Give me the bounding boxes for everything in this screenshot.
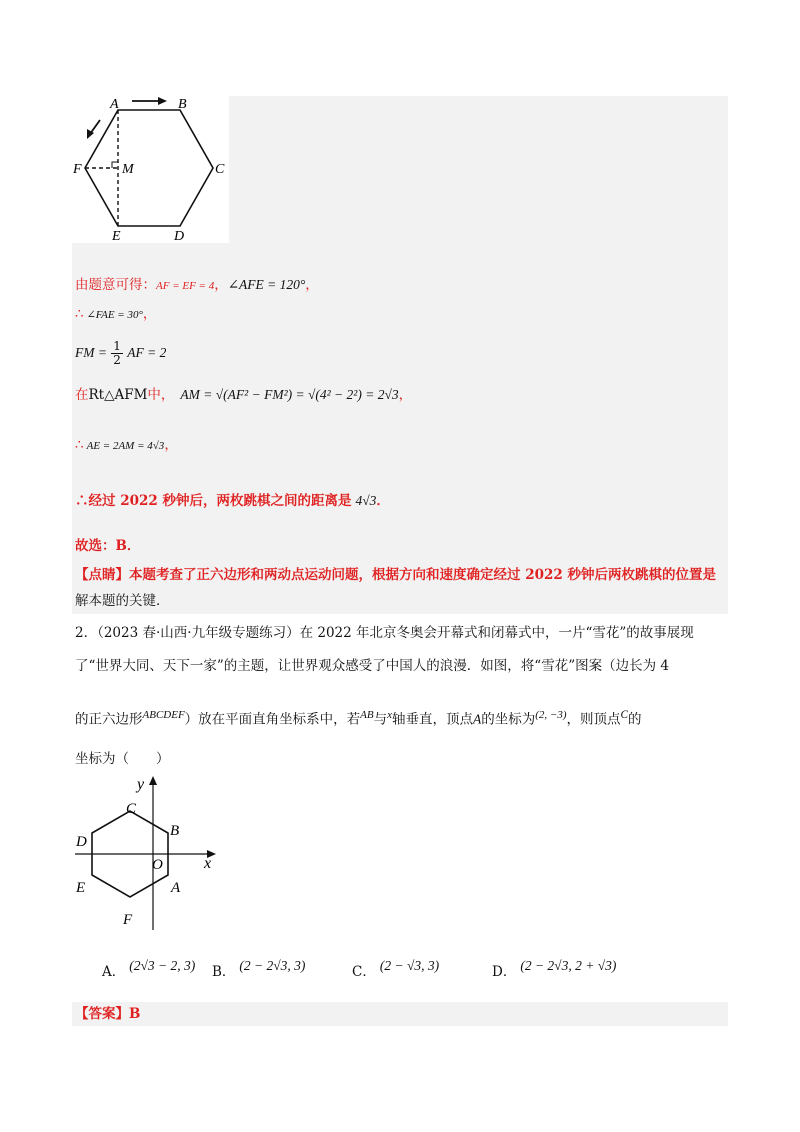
fig2-label-e: E	[76, 880, 86, 896]
fraction-one-half: $\frac{1}{2}$	[113, 339, 121, 367]
solution-line-1: 由题意可得：AF = EF = 4，∠AFE = 120°，	[75, 277, 319, 293]
answer-line: 【答案】B	[75, 1006, 141, 1022]
fig1-label-e: E	[112, 229, 121, 243]
comment-line-2: 解本题的关键．	[75, 593, 170, 609]
answer-panel	[72, 1002, 728, 1026]
hexagon-figure-1	[72, 96, 229, 243]
fig2-label-f: F	[123, 912, 133, 928]
fig1-label-f: F	[73, 162, 82, 177]
fig1-label-d: D	[174, 229, 185, 243]
fig2-label-a: A	[171, 880, 181, 896]
comment-line-1: 【点睛】本题考查了正六边形和两动点运动问题，根据方向和速度确定经过 2022 秒钟后两枚跳棋的位置是	[75, 567, 716, 583]
fig2-label-c: C	[126, 801, 137, 817]
solution-line-4: 在Rt△AFM中， AM = √(AF² − FM²) = √(4² − 2²) = 2√3，	[75, 387, 413, 403]
fig2-label-y: y	[137, 776, 145, 793]
fig1-label-b: B	[178, 97, 187, 112]
question-line-3: 的正六边形$^{ABCDEF}$）放在平面直角坐标系中，若$^{AB}$与$^x$轴垂直，顶点A的坐标为$^{(2, -3)}$，则顶点$^C$的	[75, 709, 642, 728]
fig2-label-x: x	[204, 855, 212, 872]
solution-line-3: FM = $\frac{1}{2}$ AF = 2	[75, 339, 167, 367]
option-a[interactable]: A． (2√3 − 2, 3)	[102, 958, 196, 980]
fig2-label-o: O	[152, 857, 163, 873]
solution-line-7: 故选：B．	[75, 538, 141, 554]
solution-line-2: ∴ ∠FAE = 30°，	[75, 306, 157, 322]
option-b[interactable]: B． (2 − 2√3, 3)	[212, 958, 306, 980]
option-d[interactable]: D． (2 − 2√3, 2 + √3)	[492, 958, 617, 980]
hexagon-figure-2	[70, 772, 220, 932]
solution-line-6: ∴经过 2022 秒钟后，两枚跳棋之间的距离是 4√3．	[75, 493, 390, 509]
fig2-label-b: B	[170, 823, 180, 839]
fig1-label-c: C	[215, 162, 225, 177]
fig2-label-d: D	[76, 834, 87, 850]
question-line-1: 2．（2023 春·山西·九年级专题练习）在 2022 年北京冬奥会开幕式和闭幕式中，一片“雪花”的故事展现	[75, 625, 694, 641]
fig1-label-a: A	[110, 97, 119, 112]
question-line-4: 坐标为（ ）	[75, 751, 170, 767]
fig1-label-m: M	[122, 162, 134, 177]
solution-line-5: ∴ AE = 2AM = 4√3，	[75, 437, 178, 453]
question-line-2: 了“世界大同、天下一家”的主题，让世界观众感受了中国人的浪漫．如图，将“雪花”图案（边长为 4	[75, 658, 669, 674]
option-c[interactable]: C． (2 − √3, 3)	[352, 958, 440, 980]
